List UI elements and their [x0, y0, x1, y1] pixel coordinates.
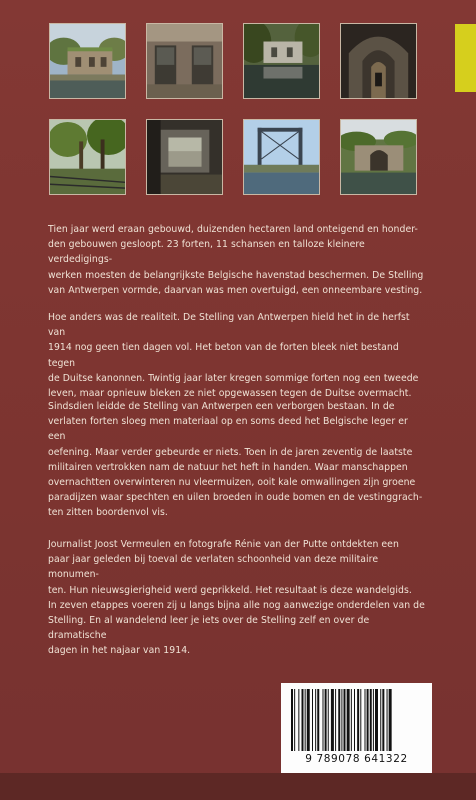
barcode-bar [347, 689, 350, 751]
barcode-bar [360, 689, 361, 751]
barcode-bar [298, 689, 299, 751]
barcode-bar [305, 689, 306, 751]
barcode-bar [373, 689, 374, 751]
photo-fort-reflection [243, 23, 320, 99]
barcode-bar [325, 689, 327, 751]
barcode-bar [357, 689, 359, 751]
photo-vaulted-corridor [340, 23, 417, 99]
barcode-bar [367, 689, 369, 751]
blurb-paragraph-1 [48, 222, 428, 298]
barcode-bar [380, 689, 381, 751]
photo-trees-railing [49, 119, 126, 195]
barcode-bar [354, 689, 355, 751]
photo-bunker-interior [146, 119, 223, 195]
barcode-bar [389, 689, 392, 751]
barcode-bar [294, 689, 295, 751]
barcode-bar [331, 689, 334, 751]
photo-lift-bridge [243, 119, 320, 195]
barcode-bar [307, 689, 310, 751]
blurb-paragraph-2 [48, 310, 428, 401]
barcode-bar [312, 689, 313, 751]
blurb-text-1: Tien jaar werd eraan gebouwd, duizenden hectaren land onteigend en honder- den gebouwen gesloopt. 23 forten, 11 schansen en talloze kleinere verdedigings- werken moesten de belangrijkste Belgische havenstad beschermen. De Stelling van Antwerpen vormde, daarvan was men overtuigd, een onneembare vesting. [48, 224, 424, 296]
barcode-bar [302, 689, 304, 751]
barcode-bars [289, 689, 424, 753]
bottom-band [0, 773, 476, 800]
barcode-bar [387, 689, 388, 751]
barcode-bar [317, 689, 319, 751]
barcode-bar [315, 689, 316, 751]
barcode-bar [291, 689, 293, 751]
photo-fort-entrance [340, 119, 417, 195]
barcode-bar [351, 689, 352, 751]
barcode-bar [341, 689, 342, 751]
photo-fort-moat [49, 23, 126, 99]
barcode-bar [328, 689, 329, 751]
barcode-bar [365, 689, 366, 751]
blurb-text-2: Hoe anders was de realiteit. De Stelling van Antwerpen hield het in de herfst van 1914 nog geen tien dagen vol. Het beton van de forten bleek niet bestand tegen de Duitse kanonnen. Twintig jaar later kregen sommige forten nog een tweede leven, maar opnieuw bleken ze niet opgewassen tegen de Duitse overmacht. [48, 312, 419, 400]
barcode-bar [323, 689, 324, 751]
barcode-bar [370, 689, 372, 751]
blurb-paragraph-4 [48, 537, 428, 659]
isbn-number: 9 789078 641322 [305, 753, 408, 765]
barcode-bar [382, 689, 384, 751]
blurb-text-3: Sindsdien leidde de Stelling van Antwerpen een verborgen bestaan. In de verlaten forten sloeg men materiaal op en soms deed het Belgische leger er een oefening. Maar verder gebeurde er niets. Toen in de jaren zeventig de laatste militairen vertrokken nam de natuur het heft in handen. Waar manschappen overnachtten overwinteren nu vleermuizen, ooit kale omwallingen zijn groene paradijzen waar spechten en uilen broeden in oude bomen en de vestinggrach- ten zitten boordenvol vis. [48, 401, 423, 519]
barcode-bar [335, 689, 336, 751]
barcode-bar [375, 689, 378, 751]
isbn-barcode [281, 683, 432, 773]
barcode-bar [344, 689, 346, 751]
yellow-accent-tab [455, 24, 476, 92]
blurb-text-4: Journalist Joost Vermeulen en fotografe Rénie van der Putte ontdekten een paar jaar geleden bij toeval de verlaten schoonheid van deze militaire monumen- ten. Hun nieuwsgierigheid werd geprikkeld. Het resultaat is deze wandelgids. In zeven etappes voeren zij u langs bijna alle nog aanwezige onderdelen van de Stelling. En al wandelend leer je iets over de Stelling zelf en over de dramatische dagen in het najaar van 1914. [48, 539, 425, 657]
barcode-bar [338, 689, 340, 751]
blurb-paragraph-3 [48, 399, 428, 521]
photo-brick-facade [146, 23, 223, 99]
